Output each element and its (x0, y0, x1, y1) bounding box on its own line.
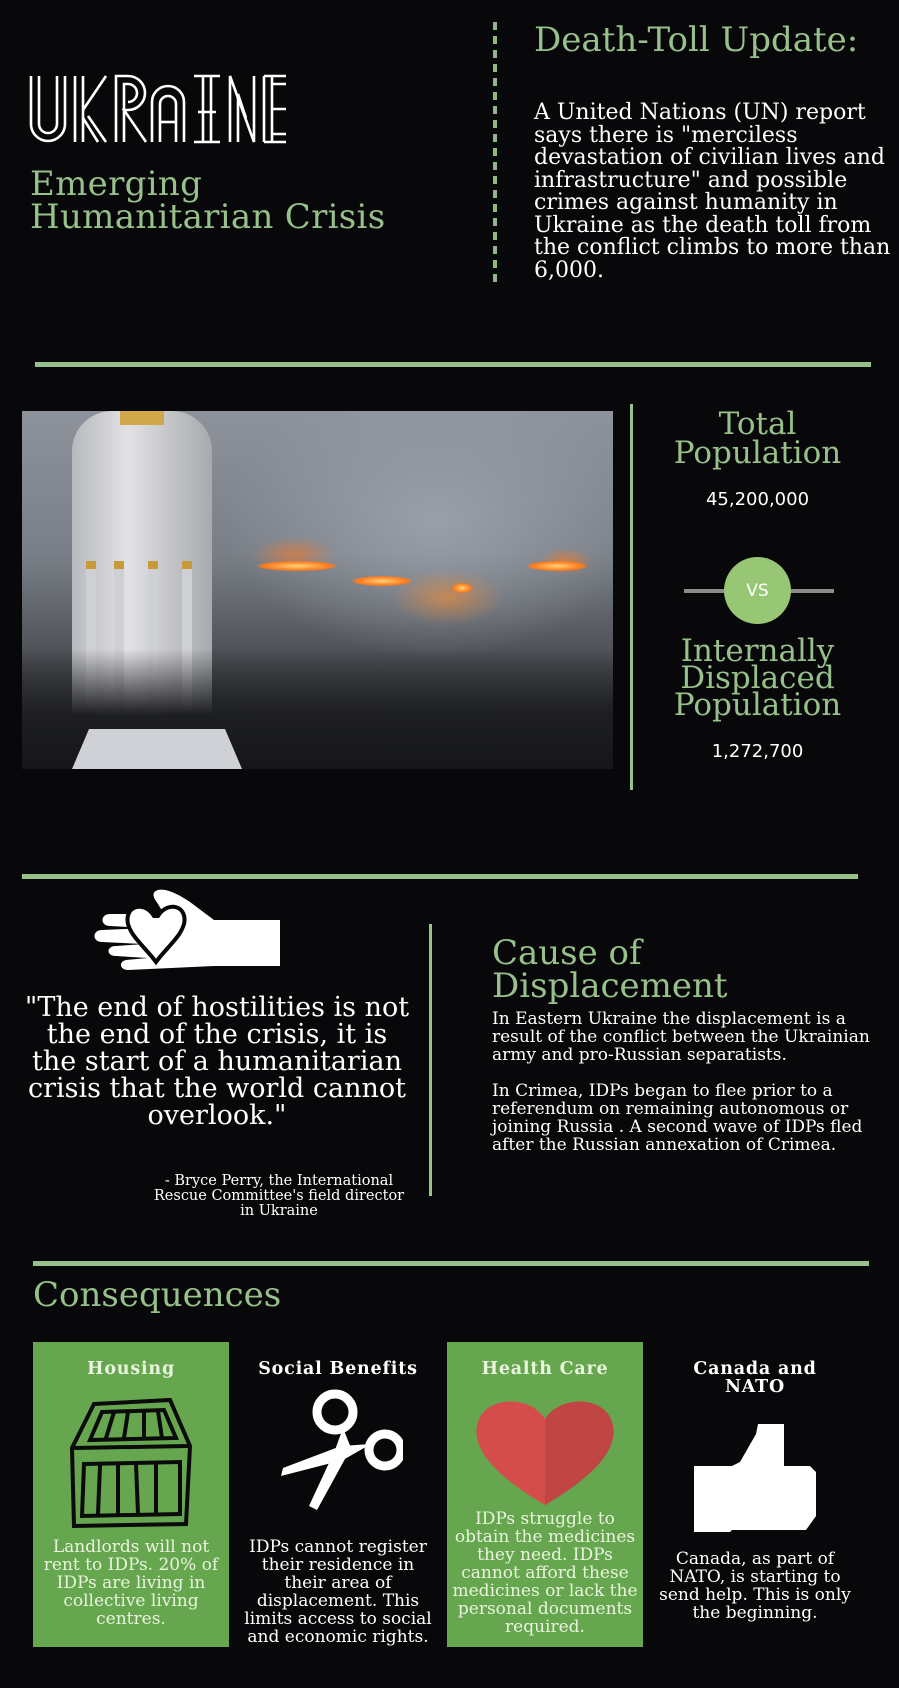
thumbs-up-icon (657, 1424, 853, 1534)
page-title (28, 72, 288, 146)
card-title: Canada and NATO (693, 1359, 817, 1397)
idp-population-label: Internally Displaced Population (673, 633, 842, 723)
vertical-divider (429, 924, 432, 1196)
consequence-card-social-benefits (240, 1342, 436, 1657)
total-population-label: Total Population (673, 406, 842, 471)
consequence-card-health-care (447, 1342, 643, 1647)
vs-badge (724, 557, 791, 624)
consequences-heading: Consequences (33, 1275, 282, 1315)
ukraine-title-lettering (28, 72, 288, 146)
idp-population-value: 1,272,700 (711, 741, 804, 762)
section-divider (35, 362, 871, 367)
death-toll-heading: Death-Toll Update: (534, 20, 859, 60)
card-title: Health Care (481, 1359, 609, 1379)
cause-heading: Cause of Displacement (492, 933, 728, 1006)
dotted-divider (493, 22, 497, 284)
card-title: Social Benefits (258, 1359, 418, 1379)
consequence-card-housing (33, 1342, 229, 1647)
scissors-icon (240, 1388, 436, 1513)
house-sketch-icon (33, 1390, 229, 1530)
card-text: IDPs struggle to obtain the medicines they need. IDPs cannot afford these medicines or lack the personal documents required. (452, 1509, 638, 1637)
conflict-photo (22, 411, 613, 769)
card-text: Landlords will not rent to IDPs. 20% of IDPs are living in collective living centres. (43, 1537, 219, 1629)
cause-paragraph: In Crimea, IDPs began to flee prior to a referendum on remaining autonomous or joining Russia . A second wave of IDPs fled after the Russian annexation of Crimea. (492, 1081, 863, 1155)
total-population-value: 45,200,000 (705, 489, 810, 510)
card-text: Canada, as part of NATO, is starting to send help. This is only the beginning. (659, 1549, 851, 1623)
consequence-card-canada-nato (657, 1342, 853, 1647)
death-toll-text: A United Nations (UN) report says there is "merciless devastation of civilian lives and infrastructure" and possible crimes against humanity in Ukraine as the death toll from the conflict climbs to more than 6,000. (534, 100, 891, 283)
hand-holding-heart-icon (88, 886, 280, 972)
heart-icon (447, 1397, 643, 1507)
cause-paragraph: In Eastern Ukraine the displacement is a result of the conflict between the Ukrainian army and pro-Russian separatists. (492, 1009, 870, 1065)
cause-text (492, 1010, 892, 1154)
section-divider (33, 1261, 869, 1266)
page-subtitle: Emerging Humanitarian Crisis (30, 164, 386, 237)
vertical-divider (630, 404, 633, 790)
quote-attribution: - Bryce Perry, the International Rescue Committee's field director in Ukraine (153, 1173, 405, 1219)
section-divider (22, 874, 858, 879)
card-text: IDPs cannot register their residence in their area of displacement. This limits access to social and economic rights. (244, 1537, 432, 1647)
quote-text: "The end of hostilities is not the end of the crisis, it is the start of a humanitarian crisis that the world cannot overlook." (24, 992, 410, 1131)
card-title: Housing (87, 1359, 175, 1379)
vs-label: VS (746, 580, 769, 601)
